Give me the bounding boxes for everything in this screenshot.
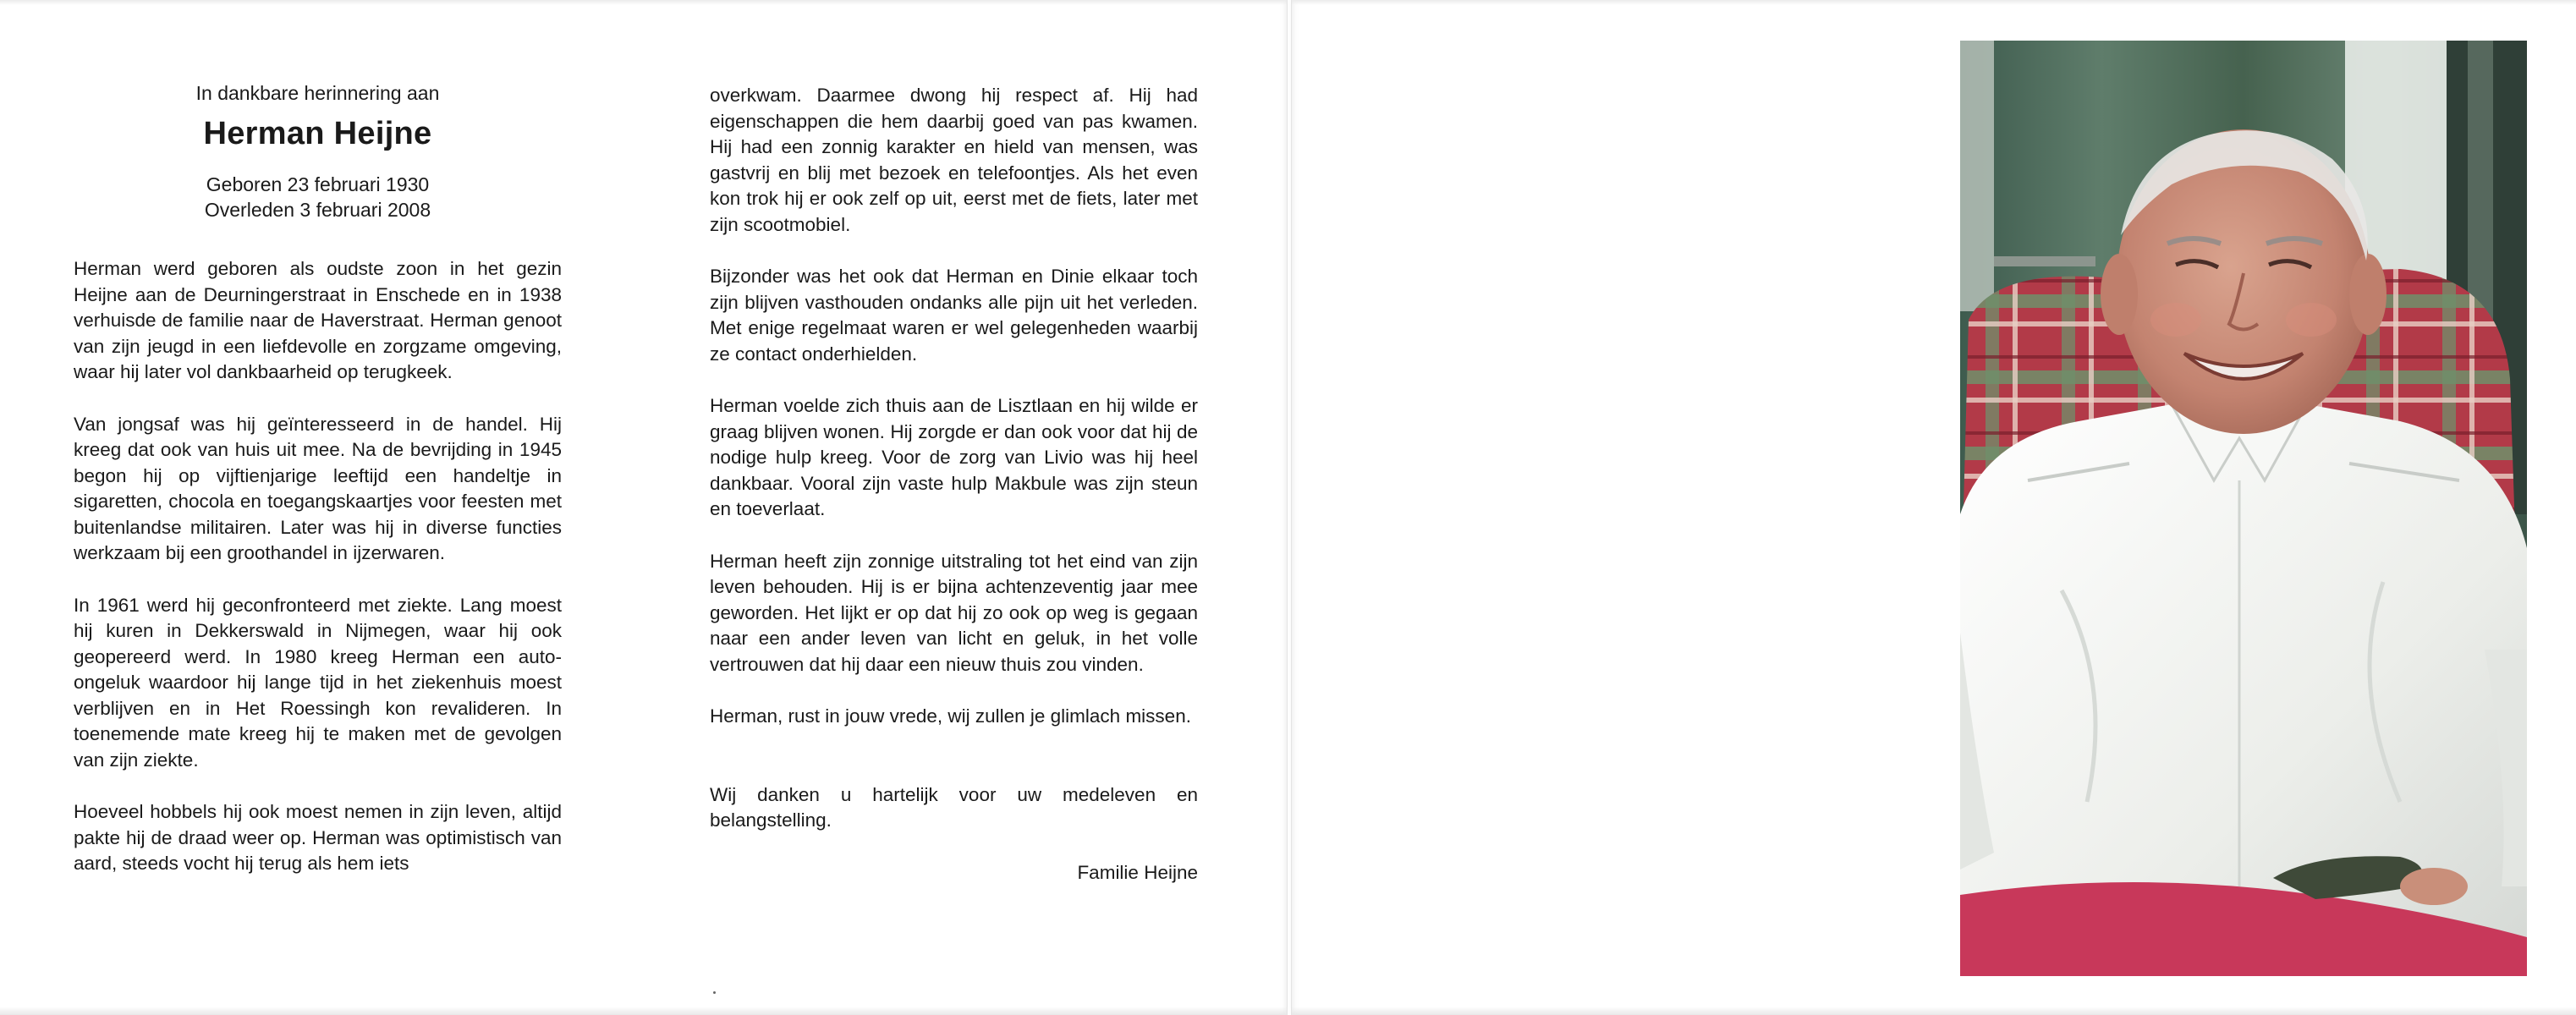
death-date: Overleden 3 februari 2008: [204, 199, 431, 221]
family-signature: Familie Heijne: [1077, 861, 1198, 883]
page-edge-shadow: [0, 0, 1287, 5]
intro-heading: In dankbare herinnering aan: [195, 82, 440, 104]
spacer: [710, 756, 1198, 782]
biography-paragraph: Bijzonder was het ook dat Herman en Dinie elkaar toch zijn blijven vasthouden ondanks alle pijn uit het verleden. Met enige regelmaat waren er wel gelegenheden waarbij ze contact onderhielden.: [710, 266, 1198, 365]
biography-paragraph: overkwam. Daarmee dwong hij respect af. Hij had eigenschappen die hem daarbij goed van pas kwamen. Hij had een zonnig karakter en hield van mensen, was gastvrij en blij met bezoek en telefoontjes. Als het even kon trok hij er ook zelf op uit, eerst met de fiets, later met zijn scootmobiel.: [710, 85, 1198, 235]
deceased-name: Herman Heijne: [203, 116, 432, 151]
biography-paragraph: Van jongsaf was hij geïnteresseerd in de handel. Hij kreeg dat ook van huis uit mee. Na de bevrijding in 1945 begon hij op vijftienjarige leeftijd een handeltje in sigaretten, chocola en toegangskaartjes voor feesten met buitenlandse militairen. Later was hij in diverse functies werkzaam bij een groothandel in ijzerwaren.: [74, 413, 562, 563]
portrait-illustration: [1960, 41, 2527, 976]
biography-paragraph: Herman heeft zijn zonnige uitstraling tot het eind van zijn leven behouden. Hij is er bijna achtenzeventig jaar mee geworden. Het lijkt er op dat hij zo ook op weg is gegaan naar een ander leven van licht en geluk, in het volle vertrouwen dat hij daar een nieuw thuis zou vinden.: [710, 550, 1198, 675]
farewell-paragraph: Herman, rust in jouw vrede, wij zullen je glimlach missen.: [710, 705, 1191, 727]
biography-paragraph: Herman voelde zich thuis aan de Lisztlaan en hij wilde er graag blijven wonen. Hij zorgde er dan ook voor dat hij de nodige hulp kreeg. Voor de zorg van Livio was hij heel dankbaar. Vooral zijn vaste hulp Makbule was zijn steun en toeverlaat.: [710, 395, 1198, 519]
page-edge-shadow: [1292, 1007, 2576, 1015]
print-speck: [713, 991, 716, 994]
biography-paragraph: In 1961 werd hij geconfronteerd met ziekte. Lang moest hij kuren in Dekkerswald in Nijmegen, waar hij ook geopereerd werd. In 1980 kreeg Herman een auto-ongeluk waardoor hij lange tijd in het ziekenhuis moest verblijven en in Het Roessingh kon revalideren. In toenemende mate kreeg hij te maken met de gevolgen van zijn ziekte.: [74, 594, 562, 771]
thanks-paragraph: Wij danken u hartelijk voor uw medeleven en belangstelling.: [710, 783, 1198, 831]
portrait-photo-icon: [1960, 41, 2527, 976]
birth-date: Geboren 23 februari 1930: [206, 173, 430, 195]
page-edge-shadow: [0, 1007, 1287, 1015]
biography-paragraph: Hoeveel hobbels hij ook moest nemen in zijn leven, altijd pakte hij de draad weer op. Herman was optimistisch van aard, steeds vocht hij terug als hem iets: [74, 801, 562, 874]
text-column-right: [710, 83, 1198, 886]
page-edge-shadow: [1292, 0, 2576, 5]
biography-paragraph: Herman werd geboren als oudste zoon in het gezin Heijne aan de Deurningerstraat in Enschede en in 1938 verhuisde de familie naar de Haverstraat. Herman genoot van zijn jeugd in een liefdevolle en zorgzame omgeving, waar hij later vol dankbaarheid op terugkeek.: [74, 258, 562, 382]
text-column-left: [74, 80, 562, 903]
intro-block: [74, 80, 562, 222]
